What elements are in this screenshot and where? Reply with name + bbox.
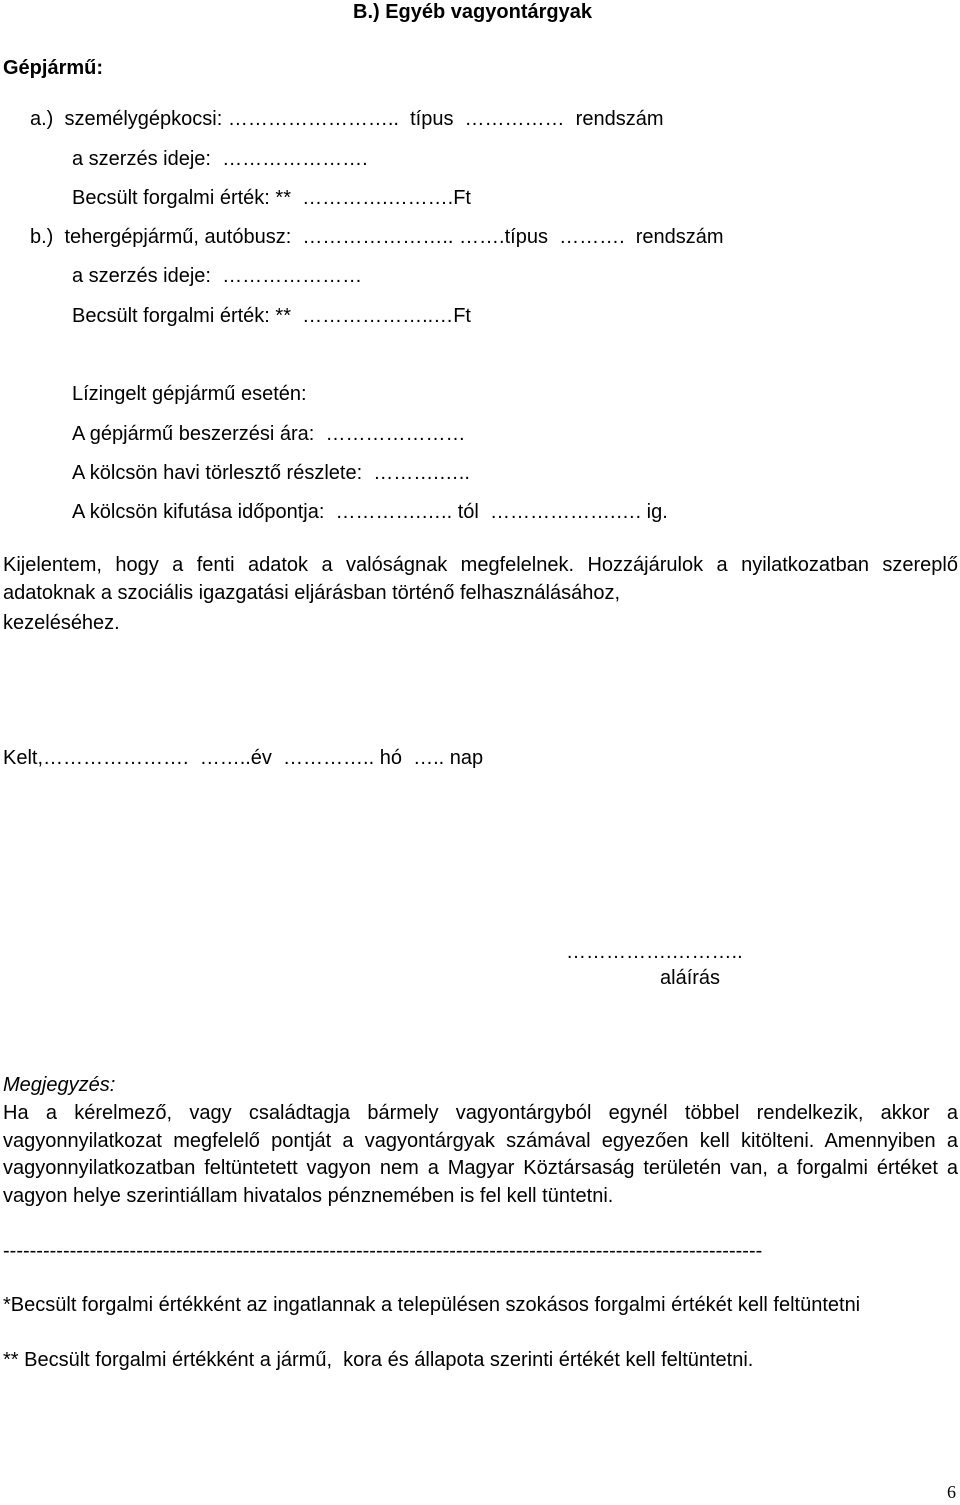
footnote-two-star: ** Becsült forgalmi értékként a jármű, kora és állapota szerinti értékét kell feltüntetni. xyxy=(3,1349,754,1371)
leasing-price: A gépjármű beszerzési ára: ………………… xyxy=(72,423,466,445)
footnote-one-star: *Becsült forgalmi értékként az ingatlannak a településen szokásos forgalmi értékét kell feltüntetni xyxy=(3,1294,861,1316)
separator-line: ------------------------------------------------------------------------------------------------------------------ xyxy=(3,1240,763,1262)
leasing-title: Lízingelt gépjármű esetén: xyxy=(72,383,307,405)
signature-label: aláírás xyxy=(660,967,721,989)
note-title: Megjegyzés: xyxy=(3,1074,116,1096)
declaration-text-end: kezeléséhez. xyxy=(3,612,120,634)
car-estimated-value: Becsült forgalmi érték: ** ………….……….Ft xyxy=(72,187,471,209)
note-body: Ha a kérelmező, vagy családtagja bármely vagyontárgyból egynél többel rendelkezik, akkor a vagyonnyilatkozat megfelelő pontját a vagyontárgyak számával egyezően kell kitölteni. Amennyiben a vagyonnyilatkozatban feltüntetett vagyon nem a Magyar Köztársaság területén van, a forgalmi értéket a vagyon helye szerintiállam hivatalos pénznemében is fel kell tüntetni. xyxy=(3,1102,958,1207)
leasing-term: A kölcsön kifutása időpontja: ………….….. tól ……………….…. ig. xyxy=(72,501,668,523)
truck-estimated-value: Becsült forgalmi érték: ** ………………..…Ft xyxy=(72,305,471,327)
page-number: 6 xyxy=(947,1482,956,1502)
date-line: Kelt,…………………. ……..év ………….. hó ….. nap xyxy=(3,747,484,769)
declaration-text: Kijelentem, hogy a fenti adatok a valóságnak megfelelnek. Hozzájárulok a nyilatkozatban szereplő adatoknak a szociális igazgatási eljárásban történő felhasználásához, xyxy=(3,554,958,604)
truck-acquisition-date: a szerzés ideje: ………………… xyxy=(72,265,363,287)
signature-dots: …………….……….. xyxy=(566,941,749,963)
section-heading: B.) Egyéb vagyontárgyak xyxy=(353,1,592,23)
vehicle-section-title: Gépjármű: xyxy=(3,57,104,79)
car-acquisition-date: a szerzés ideje: …………………. xyxy=(72,148,368,170)
truck-line-1: b.) tehergépjármű, autóbusz: ………………….. …….típus ………. rendszám xyxy=(30,226,724,248)
car-line-1: a.) személygépkocsi: …………………….. típus …………… rendszám xyxy=(30,108,664,130)
leasing-installment: A kölcsön havi törlesztő részlete: ……….….. xyxy=(72,462,470,484)
